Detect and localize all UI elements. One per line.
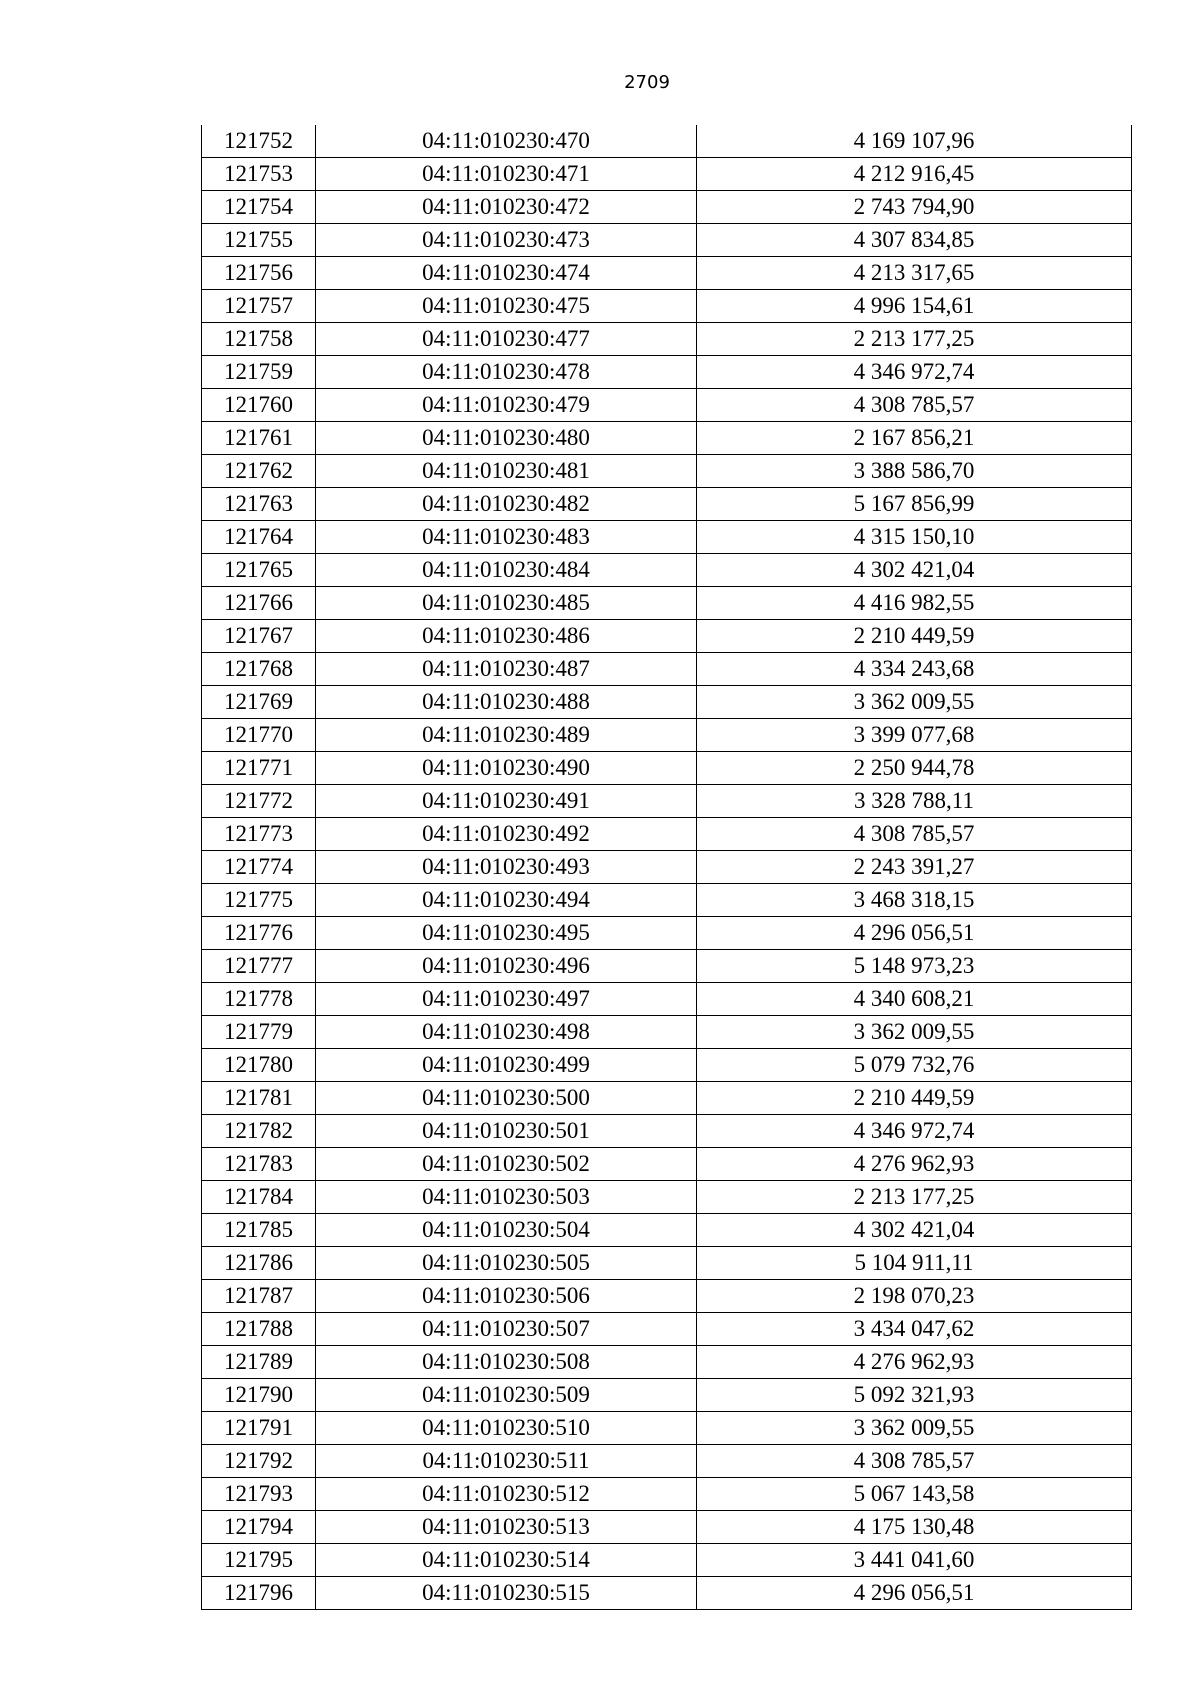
table-row xyxy=(202,1478,1132,1511)
row-number-cell: 121768 xyxy=(202,653,316,686)
cadastral-number-cell: 04:11:010230:498 xyxy=(316,1016,697,1049)
cadastral-number-cell: 04:11:010230:493 xyxy=(316,851,697,884)
table-row xyxy=(202,125,1132,158)
row-number-cell: 121770 xyxy=(202,719,316,752)
value-cell: 2 743 794,90 xyxy=(697,191,1132,224)
table-row xyxy=(202,554,1132,587)
cadastral-number-cell: 04:11:010230:494 xyxy=(316,884,697,917)
row-number-cell: 121783 xyxy=(202,1148,316,1181)
value-cell: 4 169 107,96 xyxy=(697,125,1132,158)
table-row xyxy=(202,455,1132,488)
cadastral-number-cell: 04:11:010230:484 xyxy=(316,554,697,587)
row-number-cell: 121790 xyxy=(202,1379,316,1412)
row-number-cell: 121767 xyxy=(202,620,316,653)
value-cell: 4 308 785,57 xyxy=(697,1445,1132,1478)
cadastral-number-cell: 04:11:010230:470 xyxy=(316,125,697,158)
cadastral-number-cell: 04:11:010230:471 xyxy=(316,158,697,191)
table-row xyxy=(202,884,1132,917)
row-number-cell: 121762 xyxy=(202,455,316,488)
value-cell: 4 996 154,61 xyxy=(697,290,1132,323)
cadastral-number-cell: 04:11:010230:496 xyxy=(316,950,697,983)
table-row xyxy=(202,158,1132,191)
cadastral-number-cell: 04:11:010230:508 xyxy=(316,1346,697,1379)
cadastral-number-cell: 04:11:010230:511 xyxy=(316,1445,697,1478)
table-row xyxy=(202,191,1132,224)
value-cell: 3 362 009,55 xyxy=(697,1016,1132,1049)
value-cell: 3 468 318,15 xyxy=(697,884,1132,917)
table-row xyxy=(202,719,1132,752)
table-row xyxy=(202,950,1132,983)
cadastral-number-cell: 04:11:010230:475 xyxy=(316,290,697,323)
row-number-cell: 121780 xyxy=(202,1049,316,1082)
row-number-cell: 121765 xyxy=(202,554,316,587)
value-cell: 2 213 177,25 xyxy=(697,323,1132,356)
value-cell: 3 328 788,11 xyxy=(697,785,1132,818)
cadastral-number-cell: 04:11:010230:491 xyxy=(316,785,697,818)
value-cell: 4 315 150,10 xyxy=(697,521,1132,554)
row-number-cell: 121795 xyxy=(202,1544,316,1577)
data-table xyxy=(201,125,1132,1610)
value-cell: 4 307 834,85 xyxy=(697,224,1132,257)
value-cell: 5 079 732,76 xyxy=(697,1049,1132,1082)
value-cell: 4 340 608,21 xyxy=(697,983,1132,1016)
table-row xyxy=(202,1082,1132,1115)
row-number-cell: 121791 xyxy=(202,1412,316,1445)
value-cell: 4 308 785,57 xyxy=(697,389,1132,422)
row-number-cell: 121753 xyxy=(202,158,316,191)
cadastral-number-cell: 04:11:010230:513 xyxy=(316,1511,697,1544)
cadastral-number-cell: 04:11:010230:485 xyxy=(316,587,697,620)
value-cell: 4 296 056,51 xyxy=(697,917,1132,950)
cadastral-number-cell: 04:11:010230:479 xyxy=(316,389,697,422)
table-body xyxy=(202,125,1132,1610)
page-number: 2709 xyxy=(624,72,670,93)
table-row xyxy=(202,1049,1132,1082)
row-number-cell: 121789 xyxy=(202,1346,316,1379)
table-row xyxy=(202,686,1132,719)
value-cell: 3 441 041,60 xyxy=(697,1544,1132,1577)
cadastral-number-cell: 04:11:010230:486 xyxy=(316,620,697,653)
row-number-cell: 121784 xyxy=(202,1181,316,1214)
table-row xyxy=(202,488,1132,521)
value-cell: 2 213 177,25 xyxy=(697,1181,1132,1214)
value-cell: 2 167 856,21 xyxy=(697,422,1132,455)
row-number-cell: 121755 xyxy=(202,224,316,257)
row-number-cell: 121761 xyxy=(202,422,316,455)
table-row xyxy=(202,389,1132,422)
table-row xyxy=(202,1214,1132,1247)
value-cell: 4 175 130,48 xyxy=(697,1511,1132,1544)
row-number-cell: 121759 xyxy=(202,356,316,389)
table-row xyxy=(202,1115,1132,1148)
row-number-cell: 121772 xyxy=(202,785,316,818)
value-cell: 5 167 856,99 xyxy=(697,488,1132,521)
cadastral-number-cell: 04:11:010230:515 xyxy=(316,1577,697,1610)
table-row xyxy=(202,290,1132,323)
value-cell: 2 210 449,59 xyxy=(697,1082,1132,1115)
cadastral-number-cell: 04:11:010230:506 xyxy=(316,1280,697,1313)
row-number-cell: 121752 xyxy=(202,125,316,158)
table-row xyxy=(202,1577,1132,1610)
cadastral-number-cell: 04:11:010230:489 xyxy=(316,719,697,752)
row-number-cell: 121779 xyxy=(202,1016,316,1049)
cadastral-number-cell: 04:11:010230:480 xyxy=(316,422,697,455)
value-cell: 2 250 944,78 xyxy=(697,752,1132,785)
row-number-cell: 121757 xyxy=(202,290,316,323)
cadastral-number-cell: 04:11:010230:482 xyxy=(316,488,697,521)
row-number-cell: 121792 xyxy=(202,1445,316,1478)
row-number-cell: 121773 xyxy=(202,818,316,851)
row-number-cell: 121782 xyxy=(202,1115,316,1148)
cadastral-number-cell: 04:11:010230:490 xyxy=(316,752,697,785)
cadastral-number-cell: 04:11:010230:510 xyxy=(316,1412,697,1445)
value-cell: 4 302 421,04 xyxy=(697,1214,1132,1247)
table-row xyxy=(202,521,1132,554)
table-row xyxy=(202,1511,1132,1544)
table-row xyxy=(202,1247,1132,1280)
value-cell: 5 067 143,58 xyxy=(697,1478,1132,1511)
row-number-cell: 121794 xyxy=(202,1511,316,1544)
table-row xyxy=(202,1148,1132,1181)
cadastral-number-cell: 04:11:010230:472 xyxy=(316,191,697,224)
value-cell: 4 346 972,74 xyxy=(697,356,1132,389)
row-number-cell: 121781 xyxy=(202,1082,316,1115)
row-number-cell: 121764 xyxy=(202,521,316,554)
value-cell: 4 296 056,51 xyxy=(697,1577,1132,1610)
table-row xyxy=(202,356,1132,389)
row-number-cell: 121785 xyxy=(202,1214,316,1247)
row-number-cell: 121788 xyxy=(202,1313,316,1346)
cadastral-number-cell: 04:11:010230:501 xyxy=(316,1115,697,1148)
cadastral-number-cell: 04:11:010230:495 xyxy=(316,917,697,950)
table-row xyxy=(202,1181,1132,1214)
value-cell: 4 212 916,45 xyxy=(697,158,1132,191)
value-cell: 4 334 243,68 xyxy=(697,653,1132,686)
row-number-cell: 121774 xyxy=(202,851,316,884)
cadastral-number-cell: 04:11:010230:503 xyxy=(316,1181,697,1214)
row-number-cell: 121760 xyxy=(202,389,316,422)
row-number-cell: 121777 xyxy=(202,950,316,983)
cadastral-number-cell: 04:11:010230:512 xyxy=(316,1478,697,1511)
table-row xyxy=(202,1313,1132,1346)
value-cell: 5 148 973,23 xyxy=(697,950,1132,983)
cadastral-number-cell: 04:11:010230:487 xyxy=(316,653,697,686)
value-cell: 2 243 391,27 xyxy=(697,851,1132,884)
table-row xyxy=(202,323,1132,356)
table-row xyxy=(202,587,1132,620)
row-number-cell: 121771 xyxy=(202,752,316,785)
cadastral-number-cell: 04:11:010230:509 xyxy=(316,1379,697,1412)
row-number-cell: 121796 xyxy=(202,1577,316,1610)
cadastral-number-cell: 04:11:010230:481 xyxy=(316,455,697,488)
cadastral-number-cell: 04:11:010230:497 xyxy=(316,983,697,1016)
row-number-cell: 121754 xyxy=(202,191,316,224)
value-cell: 3 388 586,70 xyxy=(697,455,1132,488)
table-row xyxy=(202,422,1132,455)
table-row xyxy=(202,752,1132,785)
cadastral-number-cell: 04:11:010230:474 xyxy=(316,257,697,290)
cadastral-number-cell: 04:11:010230:477 xyxy=(316,323,697,356)
value-cell: 2 198 070,23 xyxy=(697,1280,1132,1313)
row-number-cell: 121758 xyxy=(202,323,316,356)
value-cell: 3 434 047,62 xyxy=(697,1313,1132,1346)
cadastral-number-cell: 04:11:010230:507 xyxy=(316,1313,697,1346)
row-number-cell: 121787 xyxy=(202,1280,316,1313)
table-row xyxy=(202,1544,1132,1577)
cadastral-number-cell: 04:11:010230:500 xyxy=(316,1082,697,1115)
value-cell: 4 276 962,93 xyxy=(697,1346,1132,1379)
table-row xyxy=(202,1379,1132,1412)
row-number-cell: 121786 xyxy=(202,1247,316,1280)
table-row xyxy=(202,1445,1132,1478)
row-number-cell: 121793 xyxy=(202,1478,316,1511)
value-cell: 2 210 449,59 xyxy=(697,620,1132,653)
value-cell: 3 399 077,68 xyxy=(697,719,1132,752)
table-row xyxy=(202,851,1132,884)
cadastral-number-cell: 04:11:010230:473 xyxy=(316,224,697,257)
table-row xyxy=(202,257,1132,290)
data-table-container xyxy=(201,125,1132,1610)
value-cell: 4 276 962,93 xyxy=(697,1148,1132,1181)
row-number-cell: 121769 xyxy=(202,686,316,719)
cadastral-number-cell: 04:11:010230:504 xyxy=(316,1214,697,1247)
table-row xyxy=(202,1016,1132,1049)
value-cell: 4 346 972,74 xyxy=(697,1115,1132,1148)
row-number-cell: 121766 xyxy=(202,587,316,620)
cadastral-number-cell: 04:11:010230:483 xyxy=(316,521,697,554)
value-cell: 5 104 911,11 xyxy=(697,1247,1132,1280)
row-number-cell: 121776 xyxy=(202,917,316,950)
row-number-cell: 121775 xyxy=(202,884,316,917)
table-row xyxy=(202,1346,1132,1379)
table-row xyxy=(202,653,1132,686)
table-row xyxy=(202,818,1132,851)
row-number-cell: 121778 xyxy=(202,983,316,1016)
table-row xyxy=(202,1412,1132,1445)
value-cell: 4 308 785,57 xyxy=(697,818,1132,851)
table-row xyxy=(202,983,1132,1016)
value-cell: 5 092 321,93 xyxy=(697,1379,1132,1412)
row-number-cell: 121763 xyxy=(202,488,316,521)
value-cell: 3 362 009,55 xyxy=(697,1412,1132,1445)
cadastral-number-cell: 04:11:010230:505 xyxy=(316,1247,697,1280)
table-row xyxy=(202,785,1132,818)
table-row xyxy=(202,620,1132,653)
row-number-cell: 121756 xyxy=(202,257,316,290)
value-cell: 3 362 009,55 xyxy=(697,686,1132,719)
value-cell: 4 213 317,65 xyxy=(697,257,1132,290)
cadastral-number-cell: 04:11:010230:492 xyxy=(316,818,697,851)
value-cell: 4 302 421,04 xyxy=(697,554,1132,587)
cadastral-number-cell: 04:11:010230:488 xyxy=(316,686,697,719)
value-cell: 4 416 982,55 xyxy=(697,587,1132,620)
cadastral-number-cell: 04:11:010230:478 xyxy=(316,356,697,389)
table-row xyxy=(202,1280,1132,1313)
cadastral-number-cell: 04:11:010230:499 xyxy=(316,1049,697,1082)
table-row xyxy=(202,917,1132,950)
table-row xyxy=(202,224,1132,257)
cadastral-number-cell: 04:11:010230:502 xyxy=(316,1148,697,1181)
cadastral-number-cell: 04:11:010230:514 xyxy=(316,1544,697,1577)
